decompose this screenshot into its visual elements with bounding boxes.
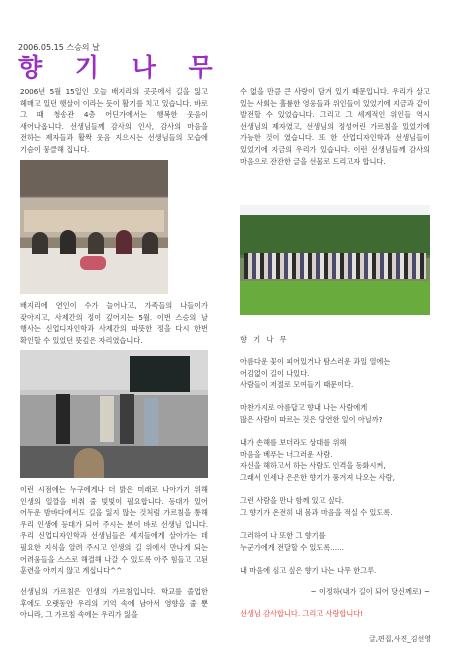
poem-line: 내가 손해를 보더라도 상대를 위해 <box>240 438 347 448</box>
poem-line: 그래서 인세나 은은한 향기가 풍겨져 나오는 사람, <box>240 472 395 482</box>
poem-line: 그 향기가 온전히 내 몸과 마음을 적실 수 있도록. <box>240 507 393 517</box>
poem-stanza-break <box>240 553 432 565</box>
poem-line: 내 마음에 심고 싶은 향기 나는 나무 한그루. <box>240 565 377 575</box>
poem <box>240 356 432 576</box>
page-title: 향 기 나 무 <box>18 53 225 82</box>
poem-line: 그러하여 나 또한 그 향기를 <box>240 530 326 540</box>
poem-stanza-break <box>240 391 432 403</box>
event-paragraph: 배지리에 연인이 수가 늘어나고, 가족들의 나들이가 잦아지고, 사제간의 정이 깊어지는 5월. 이번 스승의 날 행사는 신업디자인학과 사제간의 따뜻한 정을 다시 한번 확인할 수 있었던 뜻깊은 자리였습니다. <box>20 301 208 345</box>
mentor-paragraph: 이런 시점에는 누구에게나 더 밝은 미래로 나아가기 위해 인생의 일깔을 비춰 줄 빛빛이 필요합니다. 등대가 있어 어두운 밤바다에서도 길을 잃지 않는 것처럼 가르침을 통해 우리 인생에 등대가 되어 주시는 분이 바로 선생님 입니다. 우리 신업디자인학과 선생님들은 세지들에게 살아가는 데 필요한 지식을 알려 주시고 인생의 길 위에서 만나게 되는 어려움들을 스스로 해결해 나갈 수 있도록 아주 힘들고 고된 훈련을 아끼지 않고 계십니다^^ <box>20 485 208 576</box>
group-photo <box>240 205 430 315</box>
poem-stanza-break <box>240 484 432 496</box>
poem-source: ~ 이정하(내가 길이 되어 당신께로) ~ <box>310 587 430 596</box>
poem-line: 자신을 해하고서 하는 사람도 인격을 동화시켜, <box>240 461 386 471</box>
poem-line: 사람들이 저절로 모여들기 때문이다. <box>240 380 354 390</box>
poem-line: 많은 사람이 따르는 것은 당연한 일이 아닐까? <box>240 414 383 424</box>
poem-line: 아름다운 꽃이 피어있거나 탐스러운 과일 열에는 <box>240 357 391 366</box>
poem-line: 어김없이 길이 나있다. <box>240 368 310 378</box>
issue-date: 2006.05.15 스승의 날 <box>18 43 100 52</box>
gratitude-paragraph: 수 없을 만큼 큰 사랑이 담겨 있기 때문입니다. 우리가 살고 있는 사회는 훌륭한 영웅들과 위인들이 있었기에 지금과 같이 발전할 수 있었습니다. 그리고 그 세계적인 위인들 역시 선생님의 제자였고, 선생님의 정성어린 가르침을 있었기에 가능한 것이 였습니다. 또 한 산업디자인학과 선생님들이 있었기에 지금의 우리가 있습니다. 이런 선생님들께 감사의 마음으로 잔잔한 글을 선물로 드리고자 합니다. <box>240 87 430 166</box>
ceremony-photo <box>20 160 168 294</box>
poem-line: 마찬가지로 아름답고 향내 나는 사람에게 <box>240 403 368 413</box>
intro-paragraph: 2006년 5월 15일인 오늘 배지리의 곳곳에서 길을 잃고 헤매고 있던 햇살이 이라는 듯이 활기를 치고 있습니다. 바로 그 때 청송관 4층 어딘가에서는 행복한 웃음이 새어나옵니다. 선생님들께 감사의 인사, 감사의 마음을 전하는 제자들과 활짝 웃음 지으시는 선생님들의 모습에 기슴이 뭉클해 집니다. <box>20 87 208 154</box>
poem-line: 누군가에게 전달할 수 있도록...... <box>240 542 344 552</box>
credit-line: 글,편집,사진_김선영 <box>368 635 431 643</box>
poem-title: 향 기 나 무 <box>240 335 289 344</box>
thanks-message: 선생님 감사합니다. 그리고 사랑합니다! <box>240 609 364 618</box>
teaching-paragraph: 선생님의 가르침은 인생의 가르침입니다. 학교를 졸업한 후에도 오랫동안 우리의 기억 속에 남아서 영향을 줄 뿐 아니라, 그 가르침 속에는 우리가 잃을 <box>20 587 208 620</box>
poem-line: 그런 사람을 만나 함께 있고 싶다. <box>240 496 344 506</box>
poem-stanza-break <box>240 518 432 530</box>
poem-stanza-break <box>240 426 432 438</box>
poem-line: 마음을 베푸는 너그러운 사람. <box>240 449 333 459</box>
presentation-photo <box>20 350 208 478</box>
